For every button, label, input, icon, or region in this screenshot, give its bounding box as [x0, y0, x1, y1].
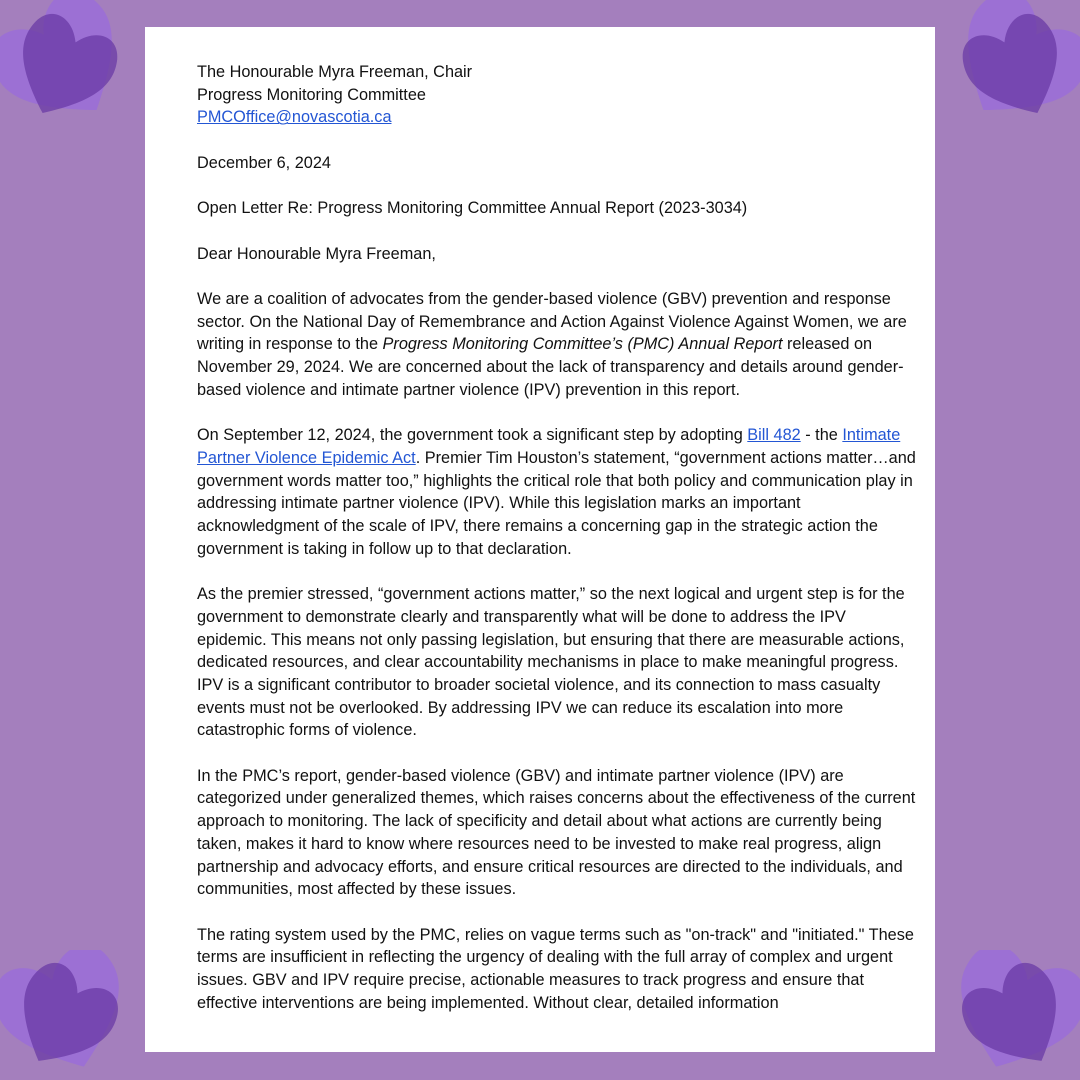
heart-icon	[950, 0, 1080, 130]
letter-page	[145, 27, 935, 1052]
heart-icon	[0, 950, 130, 1080]
letter-body	[197, 61, 917, 1037]
paragraph-1: We are a coalition of advocates from the gender-based violence (GBV) prevention and response sector. On the National Day of Remembrance and Action Against Violence Against Women, we are writing in response to the Progress Monitoring Committee’s (PMC) Annual Report released on November 29, 2024. We are concerned about the lack of transparency and details around gender-based violence and intimate partner violence (IPV) prevention in this report.	[197, 289, 907, 399]
bill-482-link[interactable]: Bill 482	[747, 426, 801, 445]
letter-date: December 6, 2024	[197, 153, 331, 172]
paragraph-3: As the premier stressed, “government actions matter,” so the next logical and urgent step is for the government to demonstrate clearly and transparently what will be done to address the IPV epidemic. This means not only passing legislation, but ensuring that there are measurable actions, dedicated resources, and clear accountability mechanisms in place to make meaningful progress. IPV is a significant contributor to broader societal violence, and its connection to mass casualty events must not be overlooked. By addressing IPV we can reduce its escalation into more catastrophic forms of violence.	[197, 585, 905, 740]
letter-subject: Open Letter Re: Progress Monitoring Committee Annual Report (2023-3034)	[197, 199, 748, 218]
paragraph-4: In the PMC’s report, gender-based violence (GBV) and intimate partner violence (IPV) are categorized under generalized themes, which raises concerns about the effectiveness of the current approach to monitoring. The lack of specificity and detail about what actions are currently being taken, makes it hard to know where resources need to be invested to make real progress, align partnership and advocacy efforts, and ensure critical resources are directed to the individuals, and communities, most affected by these issues.	[197, 766, 916, 899]
email-link[interactable]: PMCOffice@novascotia.ca	[197, 108, 392, 127]
recipient-address	[197, 61, 917, 129]
paragraph-5: The rating system used by the PMC, relies on vague terms such as "on-track" and "initiated." These terms are insufficient in reflecting the urgency of dealing with the full array of complex and urgent issues. GBV and IPV require precise, actionable measures to track progress and ensure that effective interventions are being implemented. Without clear, detailed information	[197, 925, 914, 1012]
recipient-name: The Honourable Myra Freeman, Chair	[197, 63, 473, 81]
heart-icon	[950, 950, 1080, 1080]
recipient-committee: Progress Monitoring Committee	[197, 85, 426, 104]
heart-icon	[0, 0, 130, 130]
paragraph-2: On September 12, 2024, the government took a significant step by adopting Bill 482 - the Intimate Partner Violence Epidemic Act. Premier Tim Houston’s statement, “government actions matter…and government words matter too,” highlights the critical role that both policy and communication play in addressing intimate partner violence (IPV). While this legislation marks an important acknowledgment of the scale of IPV, there remains a concerning gap in the strategic action the government is taking in follow up to that declaration.	[197, 426, 916, 558]
letter-salutation: Dear Honourable Myra Freeman,	[197, 244, 436, 263]
ipv-act-link[interactable]: Intimate Partner Violence Epidemic Act	[197, 426, 901, 467]
report-title: Progress Monitoring Committee’s (PMC) Annual Report	[382, 335, 783, 354]
